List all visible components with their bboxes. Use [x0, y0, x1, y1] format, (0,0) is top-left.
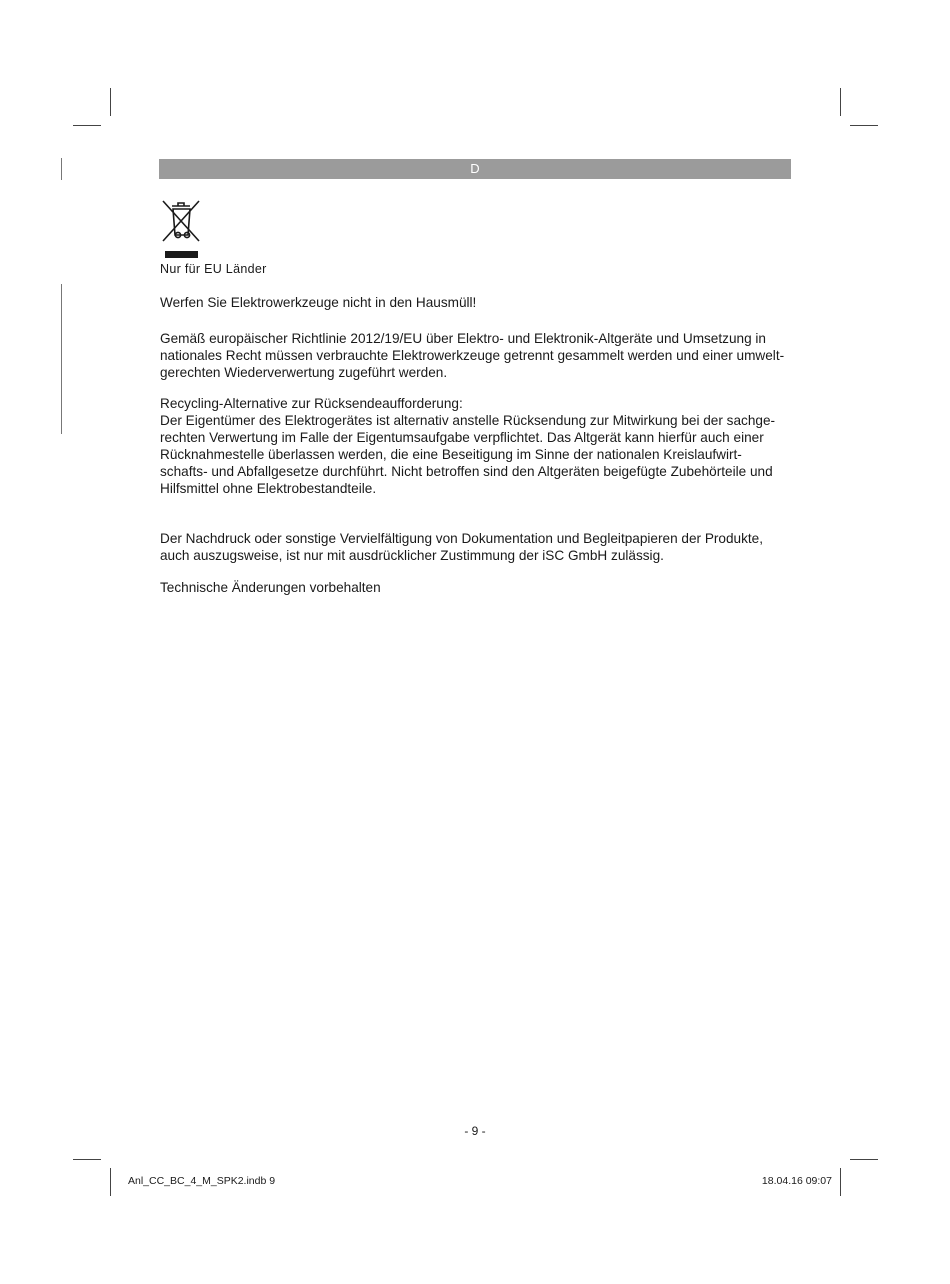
margin-rule-top: [61, 158, 62, 180]
technical-changes-note: Technische Änderungen vorbehalten: [160, 580, 381, 595]
eu-directive-paragraph: Gemäß europäischer Richtlinie 2012/19/EU über Elektro- und Elektronik-Altgeräte und Umsetzung in nationales Recht müssen verbrauchte Elektrowerkzeuge getrennt gesammelt werden und einer umwelt- gerechten Wiederverwertung zugeführt werden.: [160, 331, 785, 380]
footer-timestamp: 18.04.16 09:07: [761, 1175, 832, 1187]
page-number: - 9 -: [464, 1124, 486, 1138]
crop-mark-bottom-right-horizontal: [850, 1159, 878, 1160]
crop-mark-bottom-left-horizontal: [73, 1159, 101, 1160]
crop-mark-bottom-left-vertical: [110, 1168, 111, 1196]
eu-countries-caption: Nur für EU Länder: [160, 262, 267, 276]
crossed-out-wheelie-bin-icon: [160, 197, 202, 259]
crop-mark-bottom-right-vertical: [840, 1168, 841, 1196]
footer-file-name: Anl_CC_BC_4_M_SPK2.indb 9: [128, 1175, 276, 1187]
crop-mark-top-left-horizontal: [73, 125, 101, 126]
language-tab-label: D: [470, 161, 480, 176]
crop-mark-top-right-vertical: [840, 88, 841, 116]
language-header-bar: [159, 159, 791, 179]
crop-mark-top-right-horizontal: [850, 125, 878, 126]
reprint-notice-paragraph: Der Nachdruck oder sonstige Vervielfältigung von Dokumentation und Begleitpapieren der Produkte, auch auszugsweise, ist nur mit ausdrücklicher Zustimmung der iSC GmbH zulässig.: [160, 531, 764, 563]
margin-rule-left: [61, 284, 62, 434]
crop-mark-top-left-vertical: [110, 88, 111, 116]
disposal-warning: Werfen Sie Elektrowerkzeuge nicht in den Hausmüll!: [160, 295, 477, 310]
recycling-alternative-paragraph: Recycling-Alternative zur Rücksendeaufforderung: Der Eigentümer des Elektrogerätes ist alternativ anstelle Rücksendung zur Mitwirkung bei der sachge- rechten Verwertung im Falle der Eigentumsaufgabe verpflichtet. Das Altgerät kann hierfür auch einer Rücknahmestelle überlassen werden, die eine Beseitigung im Sinne der nationalen Kreislaufwirt- schafts- und Abfallgesetze durchführt. Nicht betroffen sind den Altgeräten beigefügte Zubehörteile und Hilfsmittel ohne Elektrobestandteile.: [160, 396, 776, 496]
